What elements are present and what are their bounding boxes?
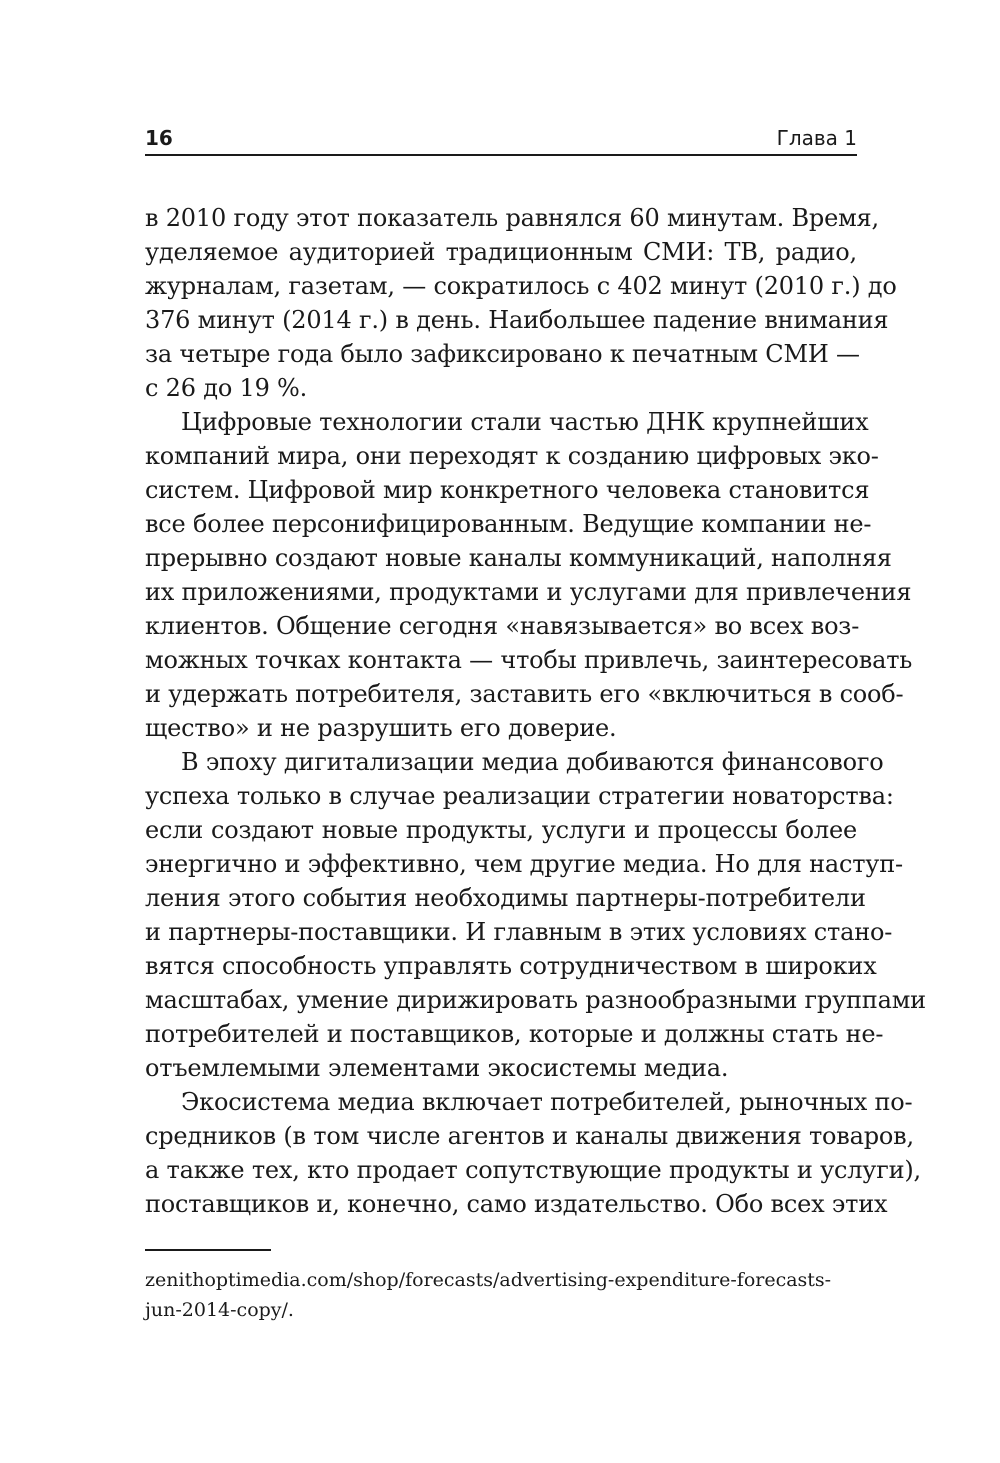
text-line: с 26 до 19 %. [145, 374, 308, 402]
text-line: можных точках контакта — чтобы привлечь, заинтересовать [145, 646, 913, 674]
text-line: журналам, газетам, — сократилось с 402 минут (2010 г.) до [145, 272, 897, 300]
text-line: систем. Цифровой мир конкретного человека становится [145, 476, 870, 504]
text-line: уделяемое аудиторией традиционным СМИ: ТВ, радио, [145, 238, 857, 266]
running-head [145, 124, 857, 156]
text-line: и партнеры-поставщики. И главным в этих условиях стано- [145, 918, 893, 946]
text-line: если создают новые продукты, услуги и процессы более [145, 816, 857, 844]
body-text [145, 201, 926, 1221]
text-line: отъемлемыми элементами экосистемы медиа. [145, 1054, 729, 1082]
text-line: потребителей и поставщиков, которые и должны стать не- [145, 1020, 884, 1048]
text-line: в 2010 году этот показатель равнялся 60 минутам. Время, [145, 204, 879, 232]
text-line: прерывно создают новые каналы коммуникаций, наполняя [145, 544, 892, 572]
chapter-title: Глава 1 [776, 126, 857, 150]
text-line: Экосистема медиа включает потребителей, рыночных по- [181, 1088, 913, 1116]
text-line: ления этого события необходимы партнеры-потребители [145, 884, 866, 912]
footnote-line: zenithoptimedia.com/shop/forecasts/advertising-expenditure-forecasts- [145, 1269, 832, 1291]
paragraph-3 [145, 745, 926, 1085]
paragraph-1 [145, 201, 897, 405]
text-line: все более персонифицированным. Ведущие компании не- [145, 510, 872, 538]
text-line: В эпоху дигитализации медиа добиваются финансового [181, 748, 884, 776]
footnote-line: jun-2014-copy/. [145, 1299, 294, 1321]
text-line: щество» и не разрушить его доверие. [145, 714, 617, 742]
text-line: средников (в том числе агентов и каналы движения товаров, [145, 1122, 914, 1150]
paragraph-4 [145, 1085, 921, 1221]
text-line: вятся способность управлять сотрудничеством в широких [145, 952, 877, 980]
text-line: компаний мира, они переходят к созданию цифровых эко- [145, 442, 879, 470]
text-line: поставщиков и, конечно, само издательство. Обо всех этих [145, 1190, 888, 1218]
text-line: за четыре года было зафиксировано к печатным СМИ — [145, 340, 860, 368]
text-line: клиентов. Общение сегодня «навязывается» во всех воз- [145, 612, 860, 640]
text-line: их приложениями, продуктами и услугами для привлечения [145, 578, 912, 606]
paragraph-2 [145, 405, 913, 745]
footnote-divider [145, 1249, 271, 1251]
text-line: энергично и эффективно, чем другие медиа. Но для наступ- [145, 850, 903, 878]
footnote [145, 1265, 857, 1325]
text-line: 376 минут (2014 г.) в день. Наибольшее падение внимания [145, 306, 889, 334]
page-number: 16 [145, 126, 173, 150]
text-line: успеха только в случае реализации стратегии новаторства: [145, 782, 894, 810]
text-line: а также тех, кто продает сопутствующие продукты и услуги), [145, 1156, 921, 1184]
text-line: Цифровые технологии стали частью ДНК крупнейших [181, 408, 869, 436]
text-line: и удержать потребителя, заставить его «включиться в сооб- [145, 680, 904, 708]
text-line: масштабах, умение дирижировать разнообразными группами [145, 986, 926, 1014]
